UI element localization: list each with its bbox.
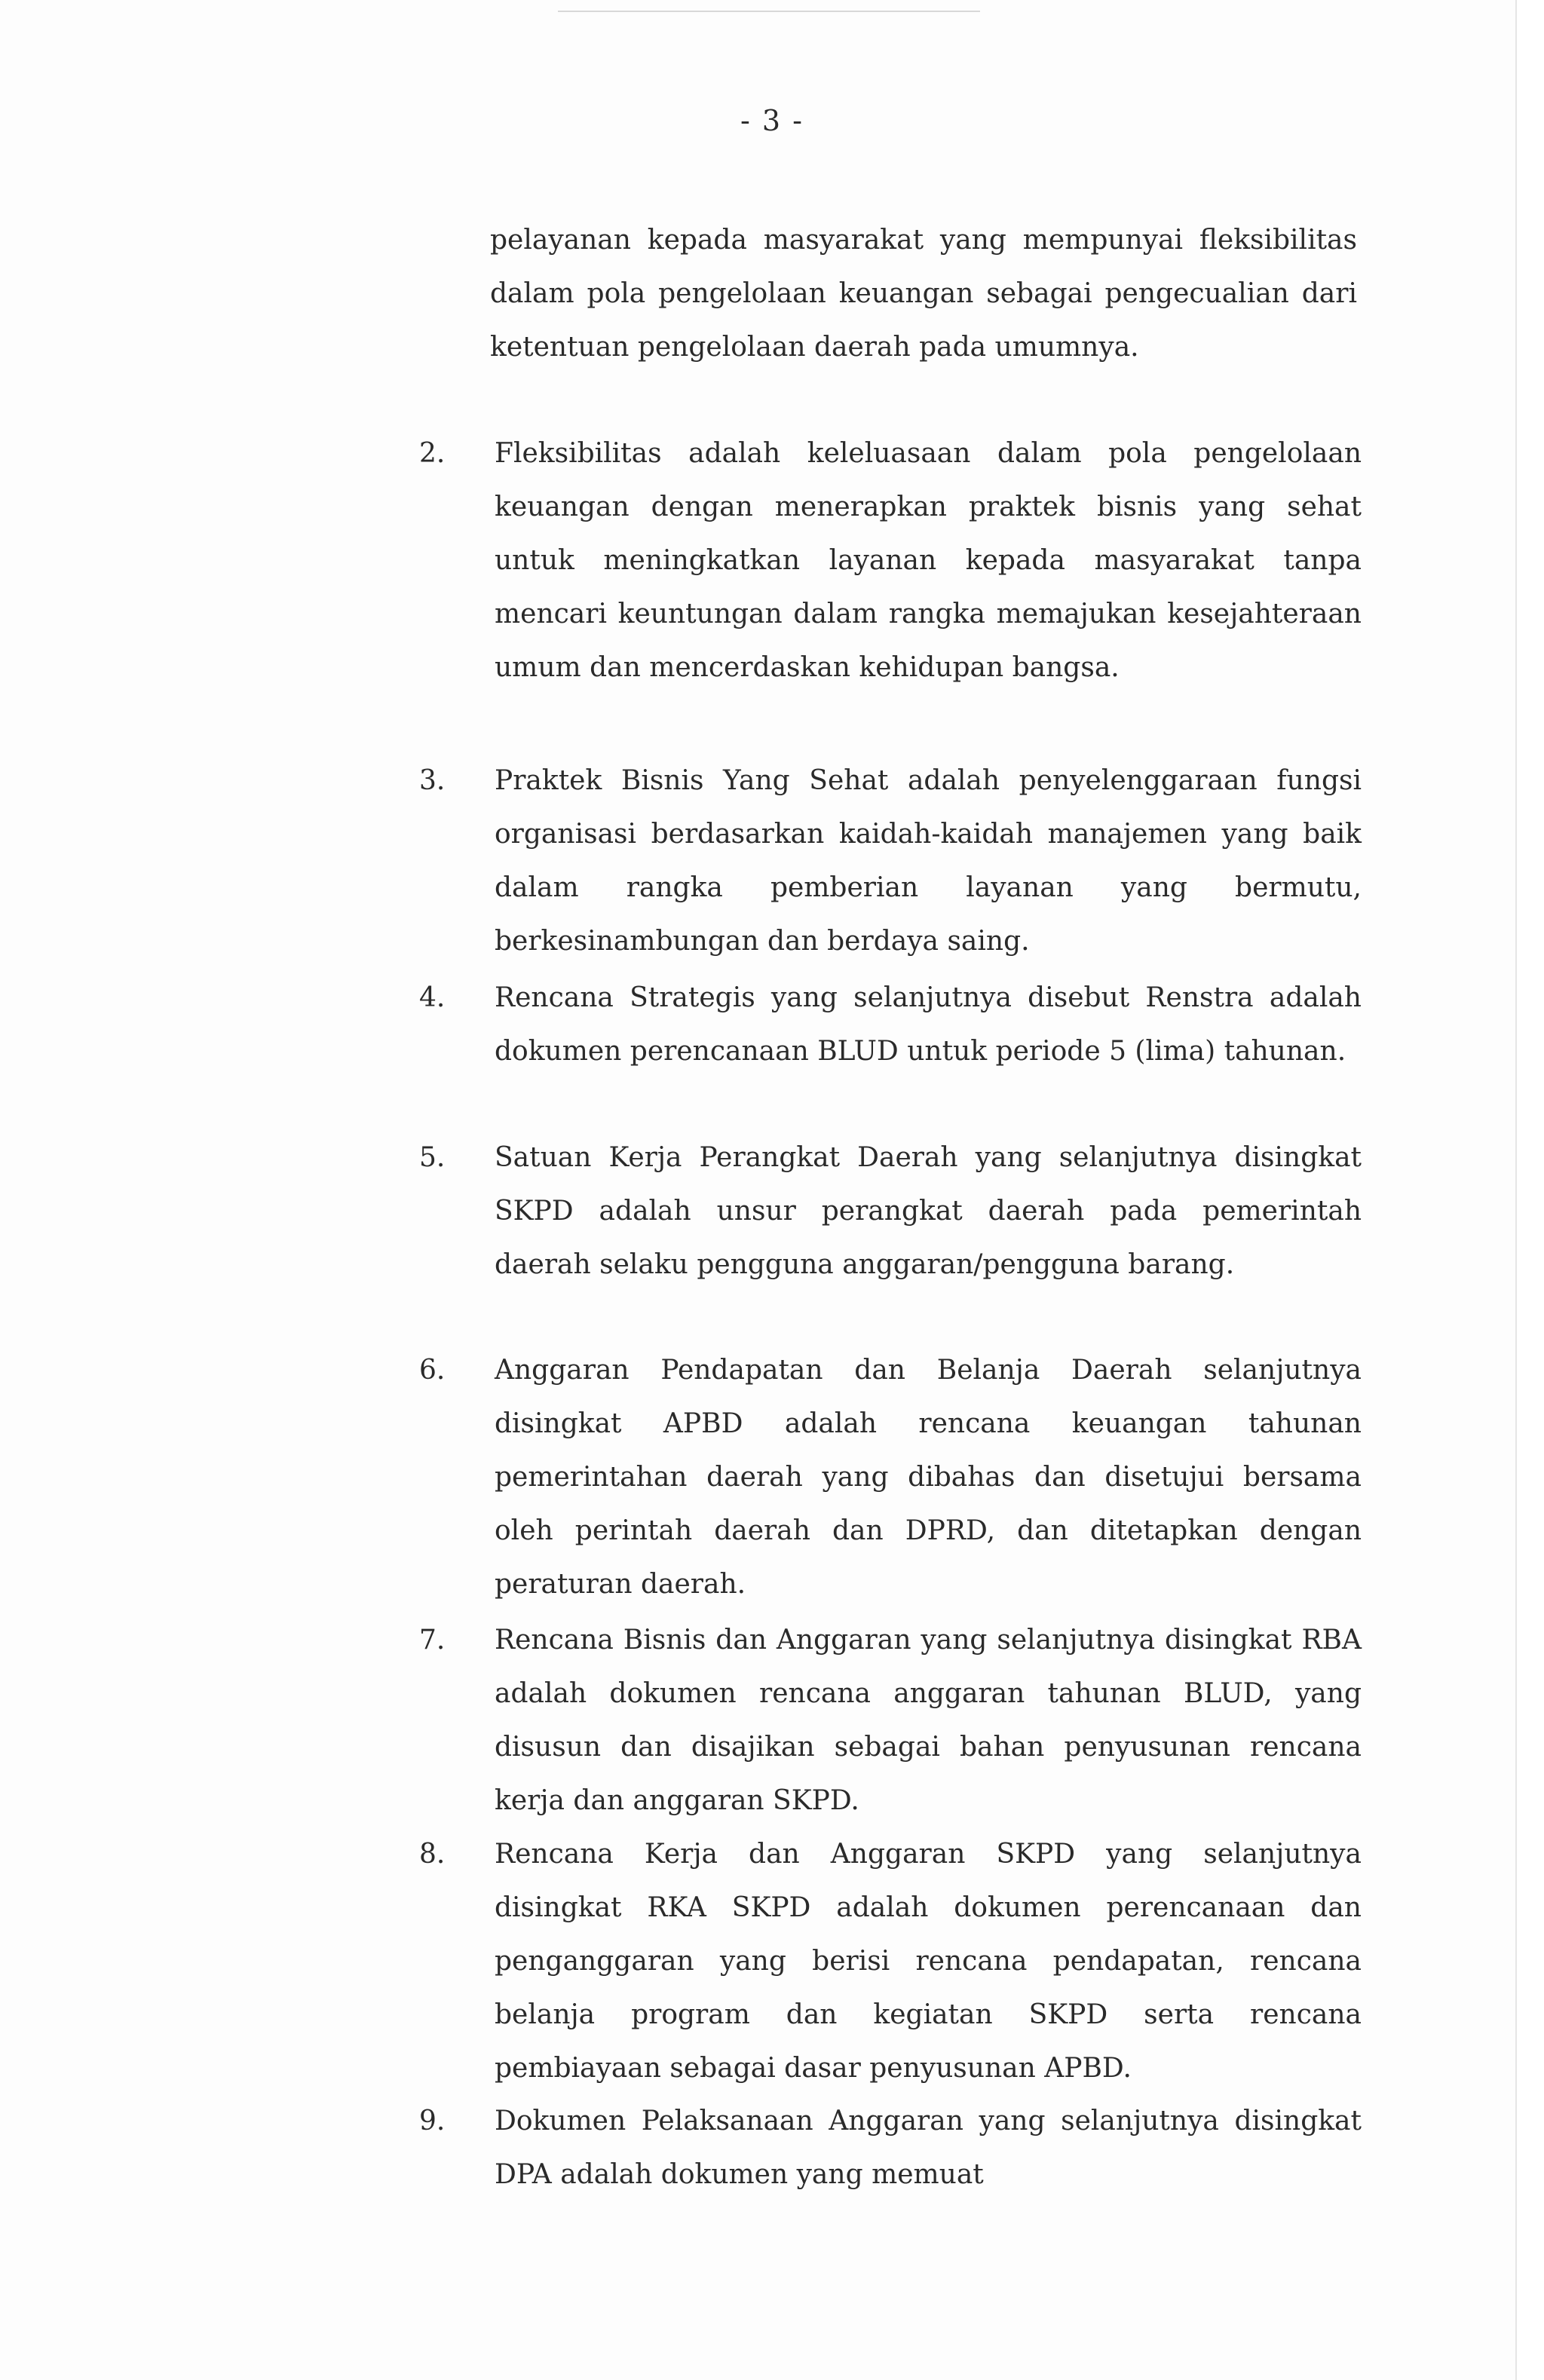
item-text: Fleksibilitas adalah keleluasaan dalam pola pengelolaan keuangan dengan menerapkan praktek bisnis yang sehat untuk meningkatkan layanan kepada masyarakat tanpa mencari keuntungan dalam rangka memajukan kesejahteraan umum dan mencerdaskan kehidupan bangsa. [495,438,1362,683]
item-text: Anggaran Pendapatan dan Belanja Daerah selanjutnya disingkat APBD adalah rencana keuangan tahunan pemerintahan daerah yang dibahas dan disetujui bersama oleh perintah daerah dan DPRD, dan ditetapkan dengan peraturan daerah. [495,1355,1362,1600]
item-number: 2. [419,438,446,469]
continued-paragraph-text: pelayanan kepada masyarakat yang mempunyai fleksibilitas dalam pola pengelolaan keuangan sebagai pengecualian dari ketentuan pengelolaan daerah pada umumnya. [490,225,1357,363]
scan-edge-line [558,11,980,12]
definition-item [419,971,1362,1078]
definition-item [419,1343,1362,1611]
definition-item [419,1827,1362,2095]
item-text: Praktek Bisnis Yang Sehat adalah penyelenggaraan fungsi organisasi berdasarkan kaidah-kaidah manajemen yang baik dalam rangka pemberian layanan yang bermutu, berkesinambungan dan berdaya saing. [495,765,1362,957]
item-text: Dokumen Pelaksanaan Anggaran yang selanjutnya disingkat DPA adalah dokumen yang memuat [495,2106,1362,2190]
definition-item [419,754,1362,968]
item-number: 3. [419,765,446,796]
item-number: 5. [419,1142,446,1173]
item-text: Rencana Strategis yang selanjutnya disebut Renstra adalah dokumen perencanaan BLUD untuk periode 5 (lima) tahunan. [495,982,1362,1067]
item-text: Rencana Bisnis dan Anggaran yang selanjutnya disingkat RBA adalah dokumen rencana anggaran tahunan BLUD, yang disusun dan disajikan sebagai bahan penyusunan rencana kerja dan anggaran SKPD. [495,1625,1362,1816]
item-number: 9. [419,2106,446,2136]
definition-item [419,427,1362,694]
item-number: 6. [419,1355,446,1386]
continued-paragraph [490,213,1357,374]
item-number: 8. [419,1839,446,1870]
page-number: - 3 - [740,104,804,137]
item-number: 4. [419,982,446,1013]
definition-item [419,2094,1362,2201]
definition-item [419,1613,1362,1827]
item-text: Rencana Kerja dan Anggaran SKPD yang selanjutnya disingkat RKA SKPD adalah dokumen perencanaan dan penganggaran yang berisi rencana pendapatan, rencana belanja program dan kegiatan SKPD serta rencana pembiayaan sebagai dasar penyusunan APBD. [495,1839,1362,2084]
item-number: 7. [419,1625,446,1656]
definition-item [419,1131,1362,1291]
item-text: Satuan Kerja Perangkat Daerah yang selanjutnya disingkat SKPD adalah unsur perangkat daerah pada pemerintah daerah selaku pengguna anggaran/pengguna barang. [495,1142,1362,1280]
